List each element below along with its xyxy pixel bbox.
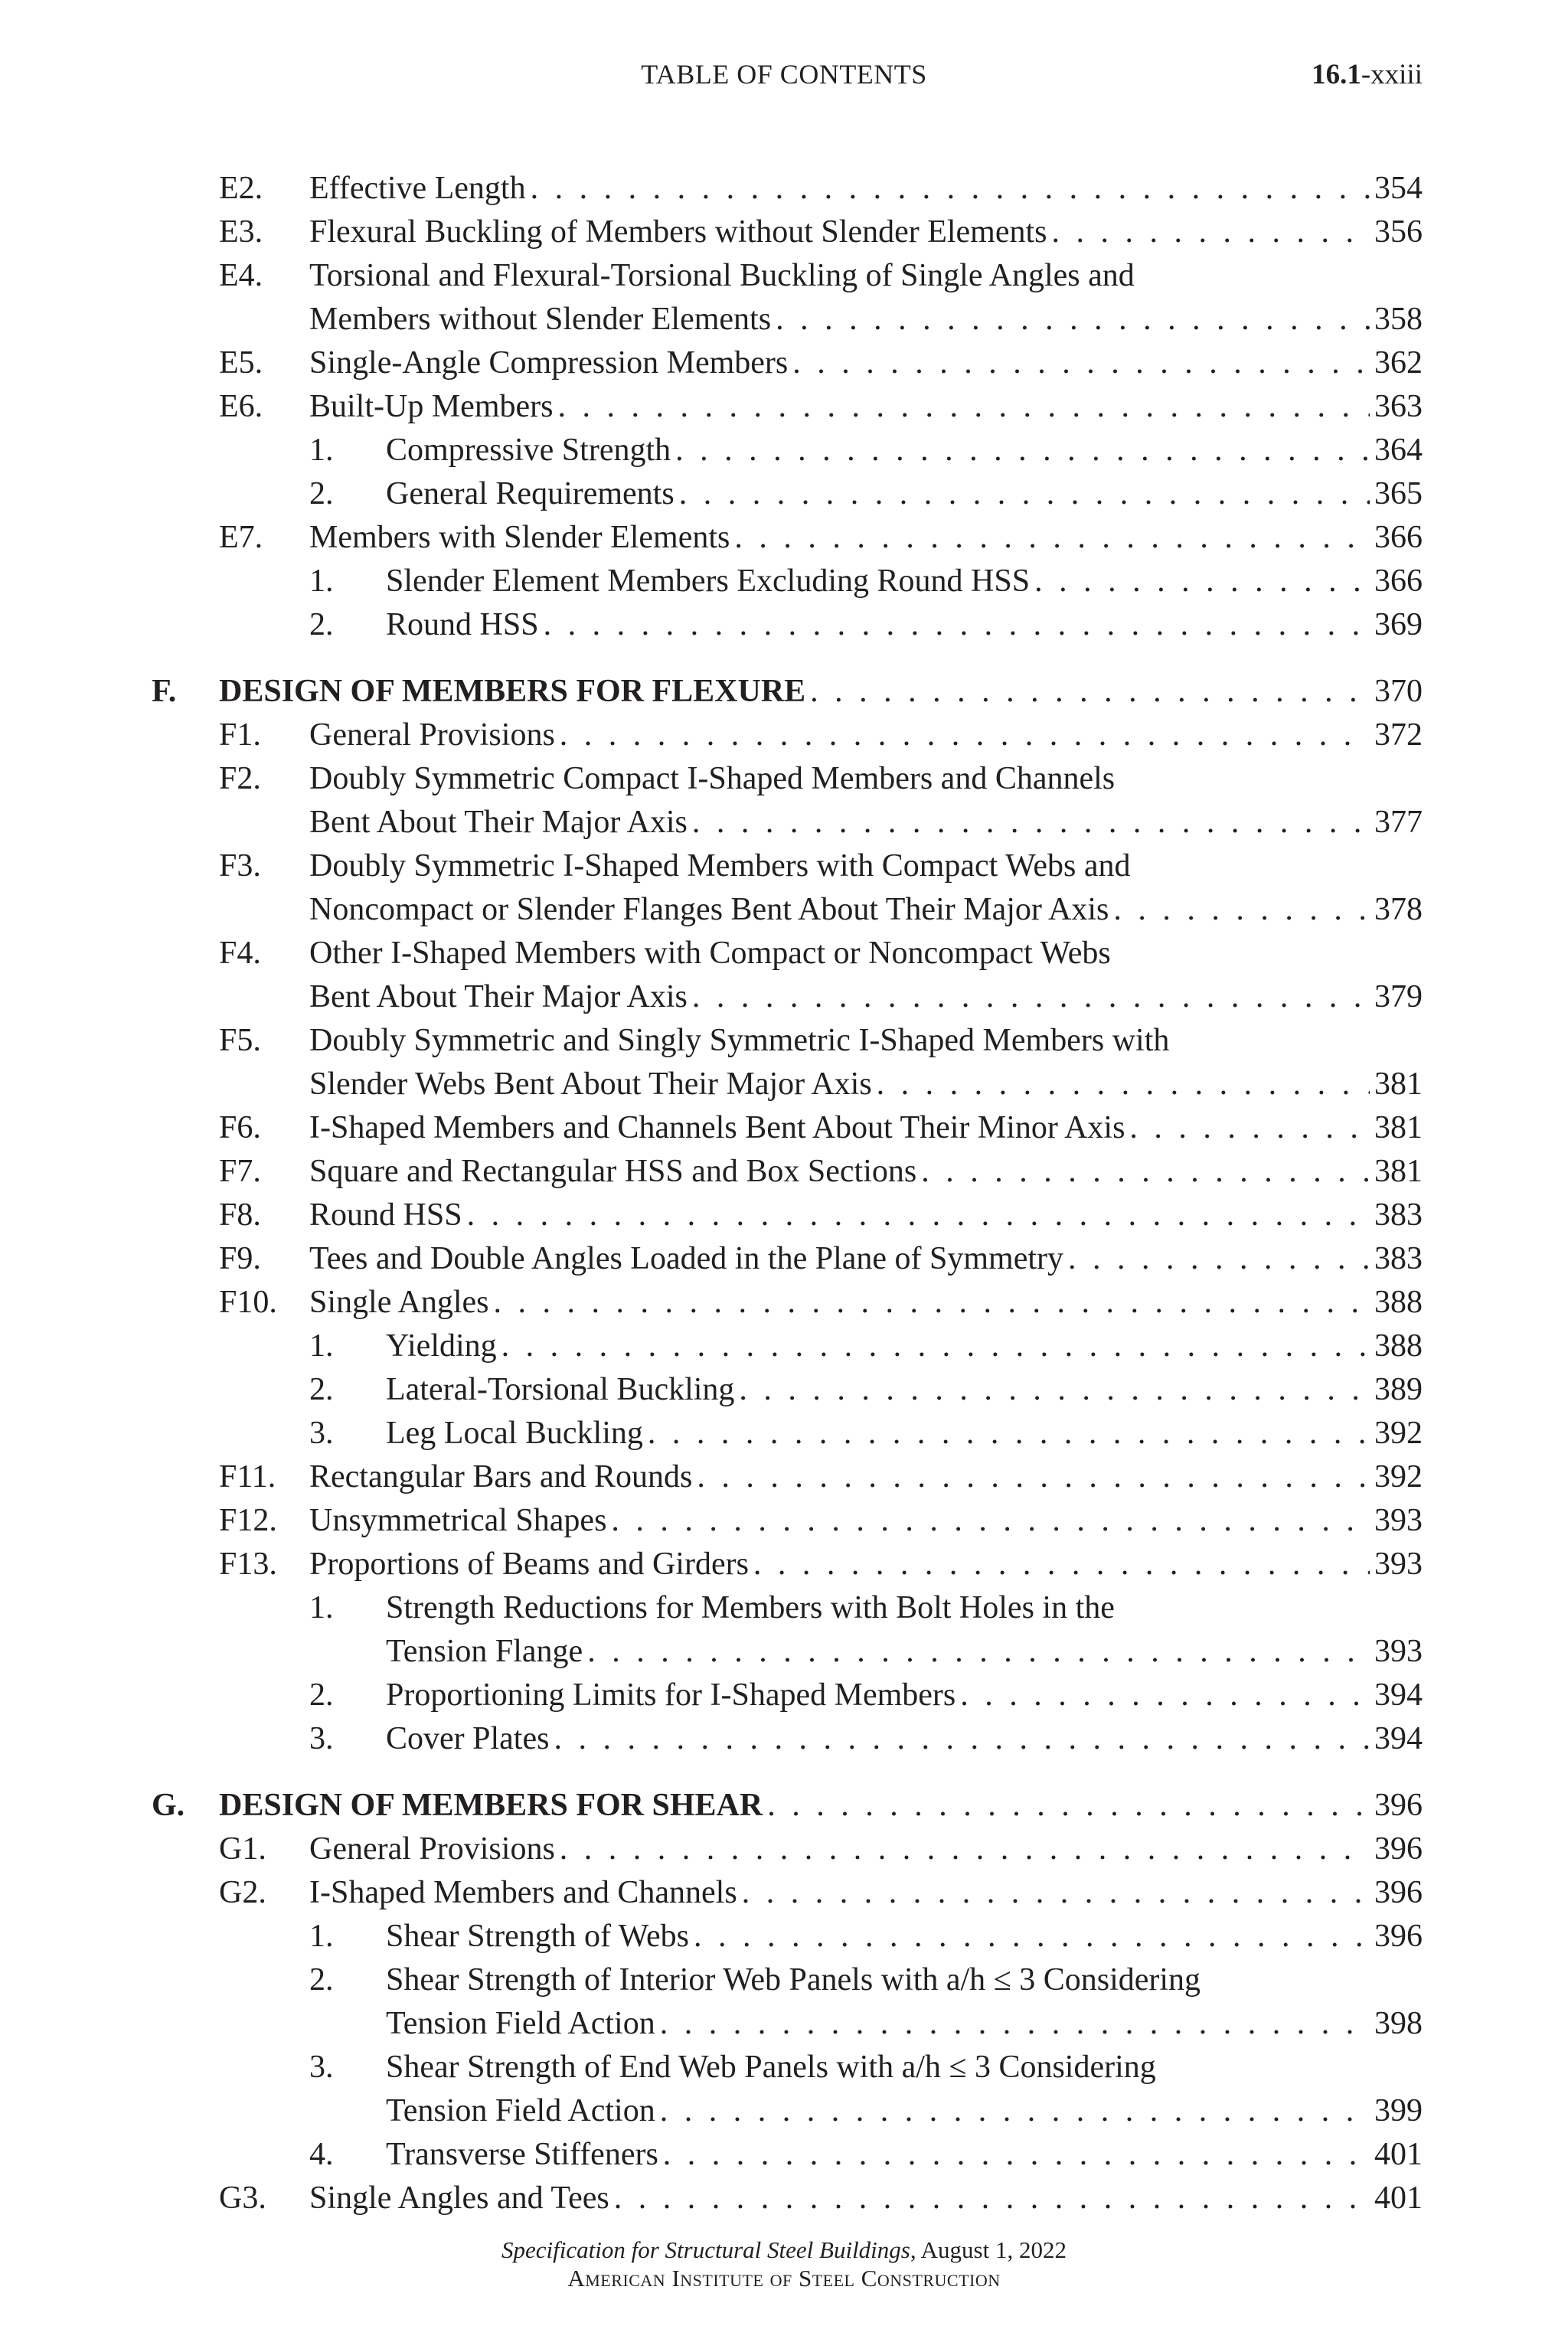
page-number-bold: 16.1 bbox=[1312, 59, 1361, 90]
dot-leader bbox=[1034, 560, 1370, 603]
toc-entry-row bbox=[0, 1455, 1568, 1499]
toc-entry-label: E7. bbox=[219, 520, 263, 555]
dot-leader bbox=[544, 603, 1370, 647]
toc-entry-title: General Provisions bbox=[309, 717, 555, 753]
toc-entry-label: 2. bbox=[309, 1677, 334, 1713]
toc-entry-row bbox=[0, 801, 1568, 844]
table-of-contents bbox=[0, 167, 1568, 2220]
toc-entry-label: G2. bbox=[219, 1875, 266, 1910]
toc-entry-label: G1. bbox=[219, 1831, 266, 1867]
toc-page-number: 393 bbox=[1374, 1634, 1423, 1669]
dot-leader bbox=[660, 2002, 1370, 2046]
toc-page-number: 394 bbox=[1374, 1677, 1423, 1713]
toc-entry-title: Shear Strength of Webs bbox=[386, 1919, 689, 1954]
toc-entry-title: Doubly Symmetric Compact I-Shaped Members and Channels bbox=[309, 761, 1116, 796]
toc-entry-row bbox=[0, 888, 1568, 932]
toc-entry-row bbox=[0, 1674, 1568, 1717]
toc-entry-title: Slender Webs Bent About Their Major Axis bbox=[309, 1067, 872, 1102]
toc-entry-row bbox=[0, 2133, 1568, 2177]
page-number bbox=[1312, 58, 1423, 91]
footer-date: , August 1, 2022 bbox=[910, 2236, 1067, 2263]
toc-entry-title: Square and Rectangular HSS and Box Sections bbox=[309, 1154, 917, 1189]
toc-entry-title: Bent About Their Major Axis bbox=[309, 979, 688, 1014]
toc-entry-label: 3. bbox=[309, 1416, 334, 1451]
toc-entry-row bbox=[0, 1871, 1568, 1915]
dot-leader bbox=[810, 670, 1370, 714]
toc-page-number: 369 bbox=[1374, 607, 1423, 642]
dot-leader bbox=[648, 1412, 1370, 1455]
dot-leader bbox=[739, 1368, 1370, 1412]
toc-entry-label: F9. bbox=[219, 1241, 261, 1276]
toc-page-number: 354 bbox=[1374, 171, 1423, 206]
toc-entry-title: Other I-Shaped Members with Compact or Noncompact Webs bbox=[309, 936, 1111, 971]
toc-entry-row bbox=[0, 757, 1568, 801]
toc-page-number: 388 bbox=[1374, 1285, 1423, 1320]
toc-entry-label: 4. bbox=[309, 2137, 334, 2172]
toc-page-number: 381 bbox=[1374, 1110, 1423, 1145]
dot-leader bbox=[554, 1717, 1370, 1761]
toc-entry-title: Lateral-Torsional Buckling bbox=[386, 1372, 735, 1407]
toc-entry-title: Single-Angle Compression Members bbox=[309, 345, 789, 381]
toc-entry-row bbox=[0, 298, 1568, 341]
toc-entry-row bbox=[0, 932, 1568, 975]
dot-leader bbox=[1113, 888, 1370, 932]
toc-entry-title: Members without Slender Elements bbox=[309, 302, 772, 337]
toc-entry-title: Rectangular Bars and Rounds bbox=[309, 1459, 693, 1494]
dot-leader bbox=[877, 1063, 1370, 1106]
toc-entry-row bbox=[0, 472, 1568, 516]
toc-entry-row bbox=[0, 1499, 1568, 1543]
toc-entry-row bbox=[0, 1828, 1568, 1871]
dot-leader bbox=[501, 1325, 1370, 1368]
dot-leader bbox=[1068, 1237, 1370, 1281]
toc-entry-title: Shear Strength of Interior Web Panels with a/h ≤ 3 Considering bbox=[386, 1962, 1201, 1998]
dot-leader bbox=[587, 1630, 1370, 1674]
toc-entry-title: Strength Reductions for Members with Bolt Holes in the bbox=[386, 1590, 1115, 1625]
toc-entry-row bbox=[0, 1543, 1568, 1586]
toc-page-number: 366 bbox=[1374, 520, 1423, 555]
footer-publisher: American Institute of Steel Construction bbox=[567, 2265, 1001, 2292]
toc-entry-title: Bent About Their Major Axis bbox=[309, 805, 688, 840]
toc-entry-row bbox=[0, 2177, 1568, 2220]
toc-entry-row bbox=[0, 1281, 1568, 1325]
toc-entry-label: F7. bbox=[219, 1154, 261, 1189]
toc-entry-label: 2. bbox=[309, 1962, 334, 1998]
toc-page-number: 393 bbox=[1374, 1547, 1423, 1582]
toc-page-number: 365 bbox=[1374, 476, 1423, 511]
footer-title: Specification for Structural Steel Buildings bbox=[501, 2236, 910, 2263]
toc-entry-title: Cover Plates bbox=[386, 1721, 550, 1756]
toc-entry-title: Round HSS bbox=[309, 1197, 462, 1233]
toc-entry-label: E4. bbox=[219, 258, 263, 293]
toc-page-number: 363 bbox=[1374, 389, 1423, 424]
toc-entry-row bbox=[0, 1237, 1568, 1281]
dot-leader bbox=[614, 2177, 1370, 2220]
dot-leader bbox=[675, 429, 1370, 472]
toc-entry-title: Built-Up Members bbox=[309, 389, 554, 424]
toc-entry-title: General Provisions bbox=[309, 1831, 555, 1867]
toc-entry-title: Single Angles bbox=[309, 1285, 489, 1320]
toc-page-number: 399 bbox=[1374, 2093, 1423, 2128]
dot-leader bbox=[776, 298, 1370, 341]
toc-entry-label: F2. bbox=[219, 761, 261, 796]
toc-entry-title: DESIGN OF MEMBERS FOR SHEAR bbox=[219, 1788, 763, 1823]
toc-entry-row bbox=[0, 714, 1568, 757]
toc-entry-label: E6. bbox=[219, 389, 263, 424]
toc-entry-row bbox=[0, 385, 1568, 429]
toc-entry-title: Noncompact or Slender Flanges Bent About Their Major Axis bbox=[309, 892, 1109, 927]
toc-page-number: 398 bbox=[1374, 2006, 1423, 2041]
dot-leader bbox=[692, 801, 1370, 844]
toc-entry-title: Round HSS bbox=[386, 607, 539, 642]
toc-entry-label: F4. bbox=[219, 936, 261, 971]
toc-entry-title: Compressive Strength bbox=[386, 433, 671, 468]
toc-entry-row bbox=[0, 1630, 1568, 1674]
toc-page-number: 388 bbox=[1374, 1328, 1423, 1364]
toc-entry-row bbox=[0, 1717, 1568, 1761]
toc-entry-row bbox=[0, 2089, 1568, 2133]
toc-entry-label: E5. bbox=[219, 345, 263, 381]
toc-page-number: 383 bbox=[1374, 1241, 1423, 1276]
dot-leader bbox=[960, 1674, 1370, 1717]
toc-entry-title: Transverse Stiffeners bbox=[386, 2137, 658, 2172]
toc-entry-label: F6. bbox=[219, 1110, 261, 1145]
dot-leader bbox=[557, 385, 1370, 429]
toc-chapter-row bbox=[0, 1784, 1568, 1828]
toc-entry-row bbox=[0, 560, 1568, 603]
toc-page-number: 372 bbox=[1374, 717, 1423, 753]
toc-entry-label: 1. bbox=[309, 564, 334, 599]
dot-leader bbox=[792, 341, 1370, 385]
dot-leader bbox=[611, 1499, 1370, 1543]
toc-entry-row bbox=[0, 1150, 1568, 1194]
toc-entry-title: General Requirements bbox=[386, 476, 675, 511]
toc-entry-title: Single Angles and Tees bbox=[309, 2180, 609, 2216]
toc-entry-title: Doubly Symmetric I-Shaped Members with Compact Webs and bbox=[309, 848, 1131, 884]
toc-entry-title: Leg Local Buckling bbox=[386, 1416, 643, 1451]
dot-leader bbox=[742, 1871, 1370, 1915]
toc-entry-label: F5. bbox=[219, 1023, 261, 1058]
dot-leader bbox=[663, 2133, 1370, 2177]
toc-page-number: 389 bbox=[1374, 1372, 1423, 1407]
dot-leader bbox=[753, 1543, 1370, 1586]
toc-entry-title: Flexural Buckling of Members without Slender Elements bbox=[309, 214, 1047, 250]
toc-entry-label: G. bbox=[152, 1788, 185, 1823]
toc-entry-label: F1. bbox=[219, 717, 261, 753]
toc-entry-title: Proportioning Limits for I-Shaped Members bbox=[386, 1677, 956, 1713]
dot-leader bbox=[692, 975, 1370, 1019]
toc-entry-label: E3. bbox=[219, 214, 263, 250]
dot-leader bbox=[660, 2089, 1370, 2133]
toc-entry-row bbox=[0, 167, 1568, 211]
toc-entry-label: F3. bbox=[219, 848, 261, 884]
toc-entry-row bbox=[0, 254, 1568, 298]
dot-leader bbox=[767, 1784, 1370, 1828]
toc-entry-title: Slender Element Members Excluding Round HSS bbox=[386, 564, 1031, 599]
toc-entry-title: Members with Slender Elements bbox=[309, 520, 730, 555]
dot-leader bbox=[921, 1150, 1370, 1194]
toc-entry-title: Tension Flange bbox=[386, 1634, 583, 1669]
dot-leader bbox=[697, 1455, 1370, 1499]
toc-entry-row bbox=[0, 603, 1568, 647]
toc-entry-title: Tension Field Action bbox=[386, 2093, 655, 2128]
toc-entry-title: Shear Strength of End Web Panels with a/h ≤ 3 Considering bbox=[386, 2050, 1156, 2085]
toc-entry-row bbox=[0, 1958, 1568, 2002]
toc-entry-row bbox=[0, 1063, 1568, 1106]
page-header bbox=[0, 58, 1568, 98]
dot-leader bbox=[467, 1194, 1370, 1237]
toc-page-number: 378 bbox=[1374, 892, 1423, 927]
toc-entry-row bbox=[0, 975, 1568, 1019]
toc-entry-row bbox=[0, 1412, 1568, 1455]
toc-entry-row bbox=[0, 211, 1568, 254]
toc-entry-row bbox=[0, 341, 1568, 385]
toc-entry-row bbox=[0, 1194, 1568, 1237]
toc-entry-row bbox=[0, 1106, 1568, 1150]
toc-entry-label: F. bbox=[152, 674, 177, 709]
toc-entry-title: Unsymmetrical Shapes bbox=[309, 1503, 607, 1538]
toc-entry-label: G3. bbox=[219, 2180, 266, 2216]
toc-entry-title: DESIGN OF MEMBERS FOR FLEXURE bbox=[219, 674, 806, 709]
dot-leader bbox=[531, 167, 1370, 211]
toc-entry-title: Doubly Symmetric and Singly Symmetric I-Shaped Members with bbox=[309, 1023, 1170, 1058]
dot-leader bbox=[560, 1828, 1370, 1871]
toc-entry-label: 1. bbox=[309, 1328, 334, 1364]
toc-entry-title: Effective Length bbox=[309, 171, 526, 206]
toc-page-number: 401 bbox=[1374, 2137, 1423, 2172]
toc-page-number: 396 bbox=[1374, 1831, 1423, 1867]
toc-entry-label: 2. bbox=[309, 607, 334, 642]
toc-entry-label: 1. bbox=[309, 1590, 334, 1625]
toc-entry-label: 2. bbox=[309, 1372, 334, 1407]
toc-chapter-row bbox=[0, 670, 1568, 714]
toc-page-number: 396 bbox=[1374, 1875, 1423, 1910]
toc-page-number: 356 bbox=[1374, 214, 1423, 250]
dot-leader bbox=[694, 1915, 1370, 1958]
toc-entry-row bbox=[0, 1368, 1568, 1412]
toc-entry-row bbox=[0, 516, 1568, 560]
toc-page-number: 381 bbox=[1374, 1154, 1423, 1189]
toc-page-number: 396 bbox=[1374, 1919, 1423, 1954]
toc-entry-row bbox=[0, 1325, 1568, 1368]
dot-leader bbox=[679, 472, 1370, 516]
toc-entry-title: Yielding bbox=[386, 1328, 497, 1364]
toc-page-number: 396 bbox=[1374, 1788, 1423, 1823]
toc-page-number: 364 bbox=[1374, 433, 1423, 468]
dot-leader bbox=[1129, 1106, 1370, 1150]
toc-entry-label: F13. bbox=[219, 1547, 277, 1582]
page-number-rest: -xxiii bbox=[1361, 59, 1423, 90]
toc-page-number: 358 bbox=[1374, 302, 1423, 337]
toc-entry-row bbox=[0, 1586, 1568, 1630]
toc-entry-label: 3. bbox=[309, 2050, 334, 2085]
toc-page-number: 401 bbox=[1374, 2180, 1423, 2216]
dot-leader bbox=[1052, 211, 1370, 254]
toc-entry-label: 3. bbox=[309, 1721, 334, 1756]
toc-entry-title: I-Shaped Members and Channels bbox=[309, 1875, 737, 1910]
toc-page-number: 383 bbox=[1374, 1197, 1423, 1233]
toc-page-number: 393 bbox=[1374, 1503, 1423, 1538]
toc-entry-label: F12. bbox=[219, 1503, 277, 1538]
toc-entry-label: F11. bbox=[219, 1459, 276, 1494]
toc-entry-row bbox=[0, 2046, 1568, 2089]
toc-entry-label: F8. bbox=[219, 1197, 261, 1233]
toc-page-number: 394 bbox=[1374, 1721, 1423, 1756]
toc-entry-title: I-Shaped Members and Channels Bent About Their Minor Axis bbox=[309, 1110, 1125, 1145]
footer-publication bbox=[0, 2236, 1568, 2265]
toc-entry-label: 2. bbox=[309, 476, 334, 511]
running-title: TABLE OF CONTENTS bbox=[641, 59, 927, 90]
toc-page-number: 370 bbox=[1374, 674, 1423, 709]
toc-page-number: 381 bbox=[1374, 1067, 1423, 1102]
toc-entry-row bbox=[0, 1915, 1568, 1958]
dot-leader bbox=[560, 714, 1370, 757]
toc-entry-row bbox=[0, 2002, 1568, 2046]
toc-page-number: 377 bbox=[1374, 805, 1423, 840]
toc-entry-title: Tees and Double Angles Loaded in the Plane of Symmetry bbox=[309, 1241, 1064, 1276]
dot-leader bbox=[734, 516, 1370, 560]
toc-page-number: 392 bbox=[1374, 1459, 1423, 1494]
toc-page-number: 362 bbox=[1374, 345, 1423, 381]
toc-page-number: 366 bbox=[1374, 564, 1423, 599]
toc-page-number: 392 bbox=[1374, 1416, 1423, 1451]
toc-entry-title: Tension Field Action bbox=[386, 2006, 655, 2041]
toc-entry-row bbox=[0, 429, 1568, 472]
dot-leader bbox=[494, 1281, 1370, 1325]
toc-entry-label: 1. bbox=[309, 1919, 334, 1954]
page-footer bbox=[0, 2236, 1568, 2292]
toc-entry-row bbox=[0, 844, 1568, 888]
toc-entry-title: Proportions of Beams and Girders bbox=[309, 1547, 749, 1582]
toc-entry-label: F10. bbox=[219, 1285, 277, 1320]
toc-entry-row bbox=[0, 1019, 1568, 1063]
toc-entry-label: 1. bbox=[309, 433, 334, 468]
toc-entry-title: Torsional and Flexural-Torsional Buckling of Single Angles and bbox=[309, 258, 1135, 293]
toc-entry-label: E2. bbox=[219, 171, 263, 206]
toc-page-number: 379 bbox=[1374, 979, 1423, 1014]
